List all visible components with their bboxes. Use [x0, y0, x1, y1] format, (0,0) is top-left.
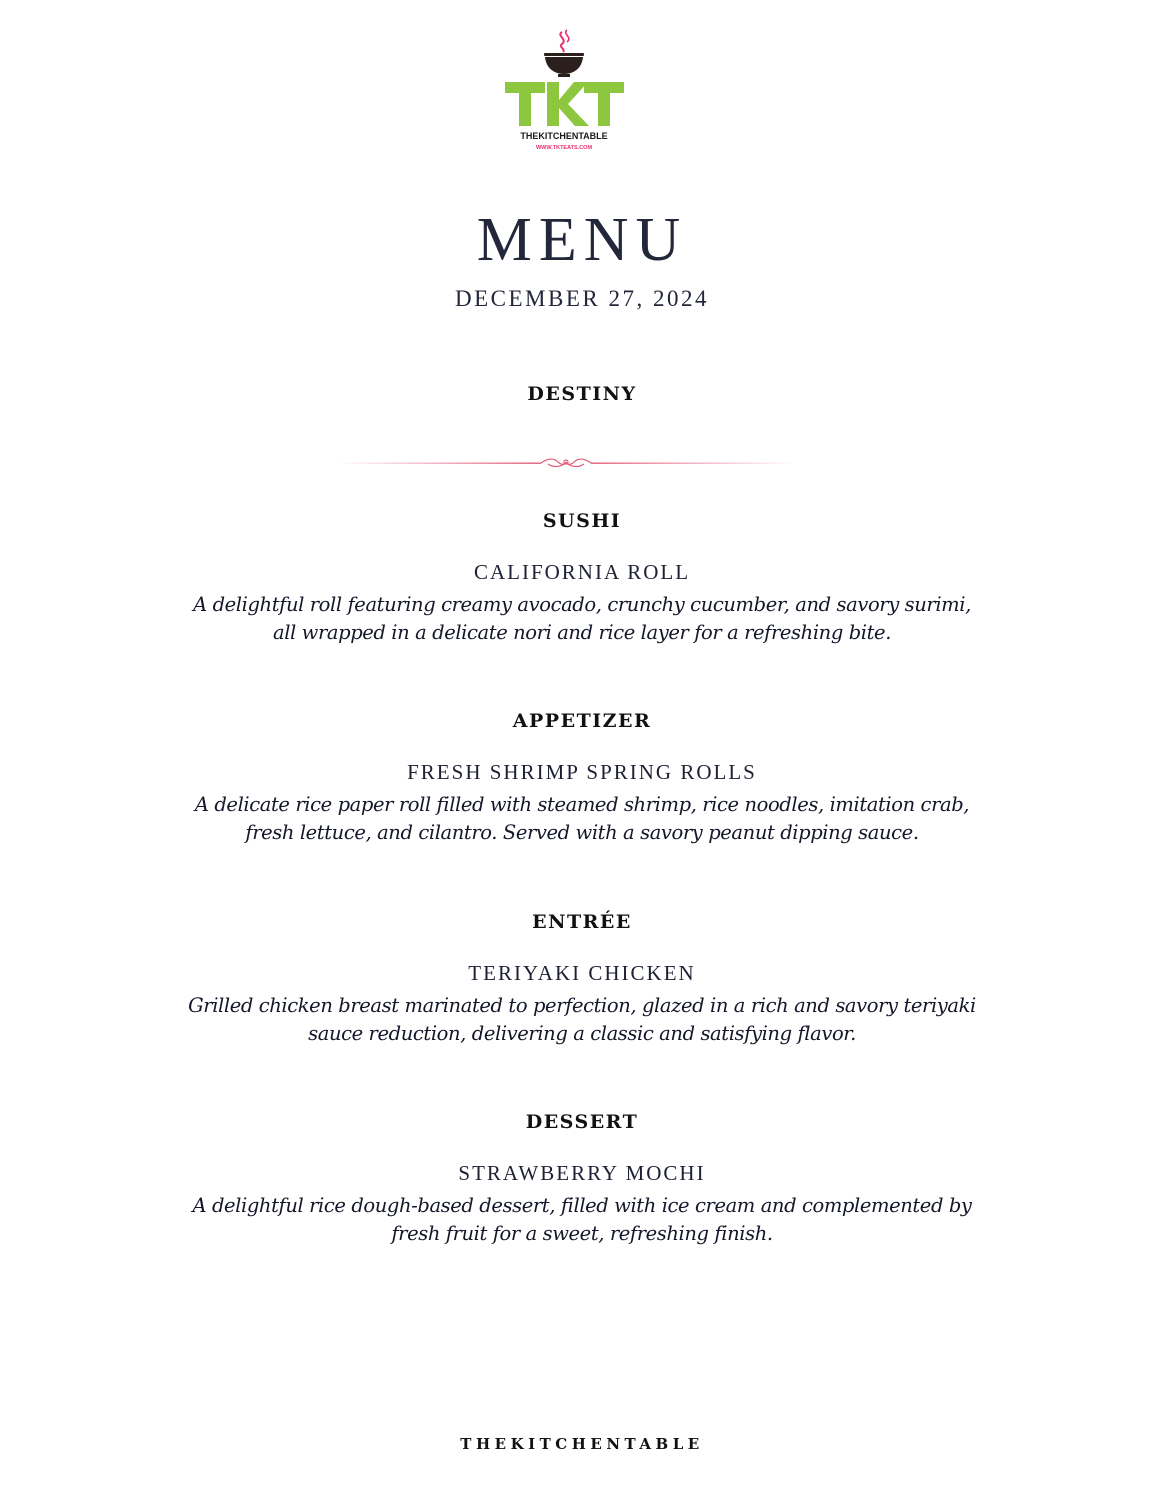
- guest-name: DESTINY: [527, 383, 637, 405]
- svg-text:WWW.TKTEATS.COM: WWW.TKTEATS.COM: [535, 145, 593, 151]
- item-name: FRESH SHRIMP SPRING ROLLS: [407, 760, 757, 784]
- item-name: CALIFORNIA ROLL: [473, 560, 691, 584]
- brand-logo: [500, 26, 628, 156]
- item-name: TERIYAKI CHICKEN: [468, 961, 696, 985]
- item-description: Grilled chicken breast marinated to perfection, glazed in a rich and savory teriyaki sauce reduction, delivering a classic and satisfying flavor.: [188, 994, 976, 1045]
- page-title: MENU: [476, 206, 688, 274]
- footer-brand: THEKITCHENTABLE: [460, 1435, 704, 1453]
- item-description: A delightful roll featuring creamy avocado, crunchy cucumber, and savory surimi, all wrapped in a delicate nori and rice layer for a refreshing bite.: [193, 593, 971, 644]
- menu-section: [0, 707, 1164, 847]
- item-description: A delightful rice dough-based dessert, filled with ice cream and complemented by fresh fruit for a sweet, refreshing finish.: [192, 1194, 972, 1245]
- svg-text:THEKITCHENTABLE: THEKITCHENTABLE: [520, 131, 608, 141]
- ornamental-divider: [336, 452, 796, 474]
- menu-section: [0, 1108, 1164, 1248]
- menu-section: [0, 507, 1164, 647]
- section-heading: APPETIZER: [512, 710, 652, 732]
- item-name: STRAWBERRY MOCHI: [458, 1161, 706, 1185]
- logo-letters: [505, 82, 624, 126]
- steaming-bowl-icon: [544, 53, 584, 77]
- steam-icon: [560, 32, 563, 52]
- menu-section: [0, 908, 1164, 1048]
- item-description: A delicate rice paper roll filled with steamed shrimp, rice noodles, imitation crab, fresh lettuce, and cilantro. Served with a savory peanut dipping sauce.: [194, 793, 970, 844]
- section-heading: ENTRÉE: [532, 911, 632, 933]
- section-heading: DESSERT: [525, 1111, 639, 1133]
- menu-date: DECEMBER 27, 2024: [455, 286, 709, 311]
- section-heading: SUSHI: [542, 510, 622, 532]
